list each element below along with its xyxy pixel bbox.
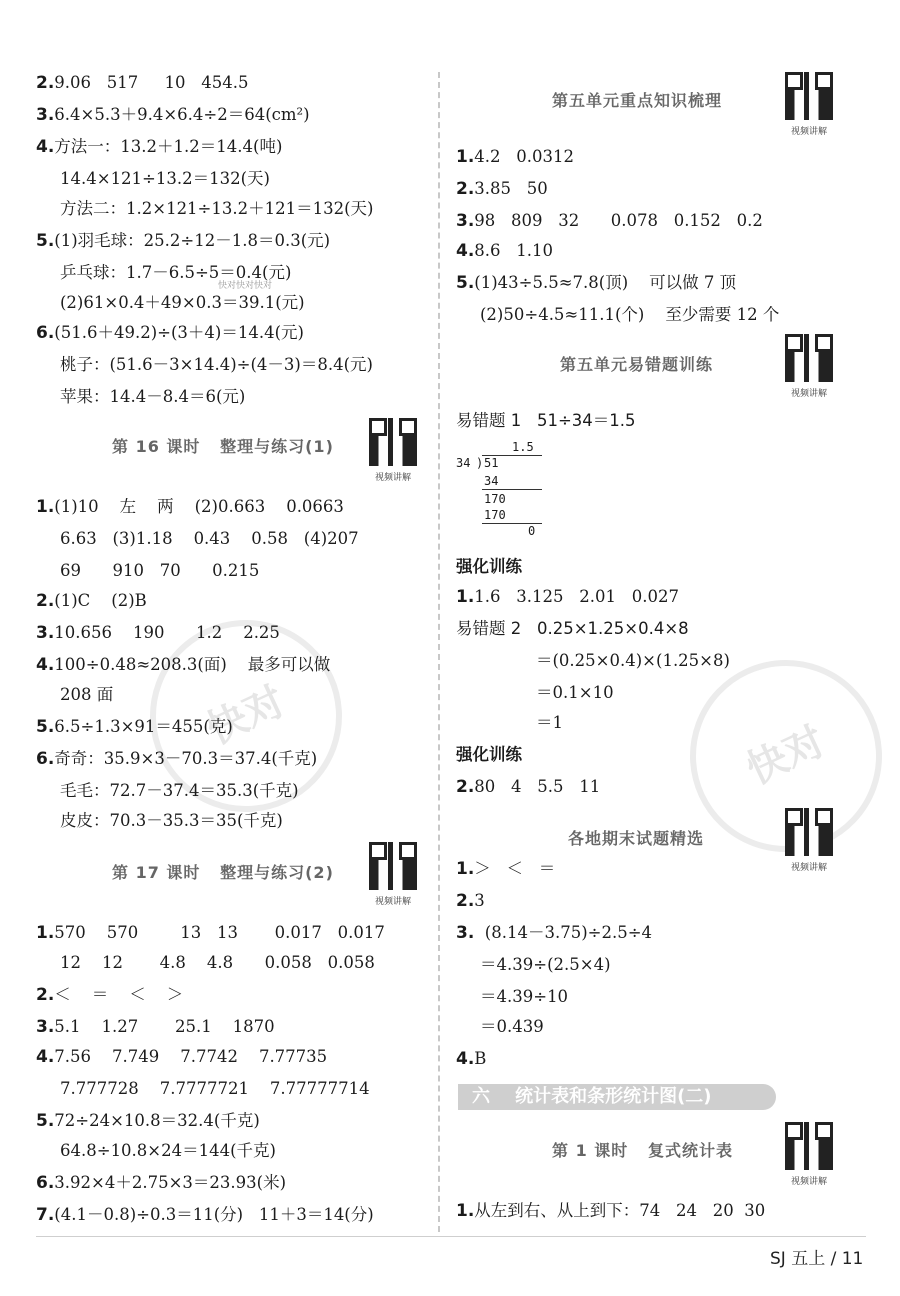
exam-answer-line <box>456 890 485 912</box>
left-answer-line <box>36 386 245 408</box>
question-number: 4. <box>36 137 55 157</box>
question-number: 2. <box>36 73 55 93</box>
unit5-review-line <box>456 240 553 262</box>
section-title-lesson1: 第 1 课时 复式统计表 <box>552 1141 733 1160</box>
qr-code-icon[interactable] <box>369 842 417 890</box>
answer-text: 12 12 4.8 4.8 0.058 0.058 <box>60 953 375 972</box>
answer-text: 乒乓球：1.7－6.5÷5＝0.4(元) <box>60 263 292 282</box>
question-number: 7. <box>36 1205 55 1225</box>
qr-label: 视频讲解 <box>790 863 827 873</box>
lesson16-answer-line <box>36 654 330 676</box>
qr-label: 视频讲解 <box>374 897 411 907</box>
answer-text: (4.1－0.8)÷0.3＝11(分) 11＋3＝14(分) <box>54 1205 374 1224</box>
lesson16-answer-line <box>36 496 344 518</box>
unit5-review-line <box>456 178 548 200</box>
question-number: 3. <box>456 923 475 943</box>
lesson16-answer-line <box>36 590 147 612</box>
left-answer-line <box>36 230 330 252</box>
qr-final-exam <box>782 808 836 876</box>
answer-text: (1)10 左 两 (2)0.663 0.0663 <box>54 497 344 516</box>
question-number: 2. <box>456 777 475 797</box>
division-rule <box>482 489 542 490</box>
answer-text: 98 809 32 0.078 0.152 0.2 <box>474 211 763 230</box>
unit6-banner <box>458 1084 776 1110</box>
question-number: 6. <box>36 1173 55 1193</box>
answer-text: 桃子：(51.6－3×14.4)÷(4－3)＝8.4(元) <box>60 355 373 374</box>
answer-text: ＞ ＜ ＝ <box>474 859 556 878</box>
lesson16-answer-line <box>36 622 280 644</box>
error-question-1: 易错题 1 51÷34＝1.5 <box>456 411 636 430</box>
lesson17-answer-line <box>36 952 375 974</box>
answer-text: 10.656 190 1.2 2.25 <box>54 623 280 642</box>
question-number: 2. <box>36 591 55 611</box>
lesson16-answer-line <box>36 748 317 770</box>
answer-text: 1.6 3.125 2.01 0.027 <box>474 587 679 606</box>
qr-lesson16 <box>366 418 420 486</box>
answer-text: 毛毛：72.7－37.4＝35.3(千克) <box>60 781 299 800</box>
answer-text: ＝0.439 <box>480 1017 544 1036</box>
answer-text: 570 570 13 13 0.017 0.017 <box>54 923 385 942</box>
lesson16-answer-line <box>36 810 283 832</box>
small-watermark: 快对快对快对 <box>218 281 273 291</box>
answer-text: 方法一：13.2＋1.2＝14.4(吨) <box>54 137 283 156</box>
unit5-review-line <box>456 304 779 326</box>
question-number: 3. <box>36 1017 55 1037</box>
unit5-review-line <box>456 146 574 168</box>
left-answer-line <box>36 262 291 284</box>
lesson16-answer-line <box>36 560 259 582</box>
answer-text: 皮皮：70.3－35.3＝35(千克) <box>60 811 283 830</box>
exam-answer-line <box>456 1016 544 1038</box>
answer-text: 奇奇：35.9×3－70.3＝37.4(千克) <box>54 749 318 768</box>
exam-answer-line <box>456 986 568 1008</box>
answer-text: 苹果：14.4－8.4＝6(元) <box>60 387 246 406</box>
lesson17-answer-line <box>36 984 183 1006</box>
reinforce-answer-line <box>456 586 679 608</box>
question-number: 3. <box>456 211 475 231</box>
question-number: 4. <box>456 241 475 261</box>
exam-answer-line <box>456 1048 486 1070</box>
exam-answer-line <box>456 954 611 976</box>
left-answer-line <box>36 168 270 190</box>
error-question-2: 易错题 2 0.25×1.25×0.4×8 <box>456 619 689 638</box>
answer-text: 5.1 1.27 25.1 1870 <box>54 1017 275 1036</box>
reinforce-heading: 强化训练 <box>456 745 522 764</box>
qr-label: 视频讲解 <box>374 473 411 483</box>
lesson17-answer-line <box>36 1078 370 1100</box>
lesson16-answer-line <box>36 528 359 550</box>
answer-text: 6.63 (3)1.18 0.43 0.58 (4)207 <box>60 529 359 548</box>
answer-text: 6.5÷1.3×91＝455(克) <box>54 717 233 736</box>
division-divisor: 34 <box>456 456 471 470</box>
question-number: 6. <box>36 323 55 343</box>
division-step: 170 <box>484 492 506 506</box>
qr-code-icon[interactable] <box>785 72 833 120</box>
answer-text: 64.8÷10.8×24＝144(千克) <box>60 1141 276 1160</box>
qr-code-icon[interactable] <box>785 334 833 382</box>
answer-text: 3.92×4＋2.75×3＝23.93(米) <box>54 1173 287 1192</box>
answer-text: (8.14－3.75)÷2.5÷4 <box>474 923 653 942</box>
division-bracket: ) <box>476 456 484 470</box>
answer-text: 72÷24×10.8＝32.4(千克) <box>54 1111 260 1130</box>
left-answer-line <box>36 104 310 126</box>
answer-text: 3.85 50 <box>474 179 548 198</box>
lesson17-answer-line <box>36 1016 275 1038</box>
left-answer-line <box>36 136 282 158</box>
question-number: 1. <box>456 1201 475 1221</box>
answer-text: 8.6 1.10 <box>474 241 554 260</box>
footer-rule <box>36 1236 866 1237</box>
answer-text: 69 910 70 0.215 <box>60 561 260 580</box>
question-number: 3. <box>36 623 55 643</box>
answer-text: (1)C (2)B <box>54 591 147 610</box>
exam-answer-line <box>456 858 555 880</box>
answer-text: 7.777728 7.7777721 7.77777714 <box>60 1079 370 1098</box>
page-number: SJ 五上 / 11 <box>770 1249 864 1269</box>
lesson16-answer-line <box>36 780 299 802</box>
lesson16-answer-line <box>36 716 233 738</box>
error2-step: ＝(0.25×0.4)×(1.25×8) <box>536 651 730 670</box>
reinforce-answer-line <box>456 776 600 798</box>
answer-text: 方法二：1.2×121÷13.2＋121＝132(天) <box>60 199 374 218</box>
qr-unit5-review <box>782 72 836 140</box>
qr-code-icon[interactable] <box>785 808 833 856</box>
question-number: 1. <box>456 587 475 607</box>
lesson17-answer-line <box>36 922 385 944</box>
division-quotient: 1.5 <box>512 440 534 454</box>
answer-text: 从左到右、从上到下：74 24 20 30 <box>474 1201 766 1220</box>
answer-text: (2)61×0.4＋49×0.3＝39.1(元) <box>60 293 305 312</box>
unit6-title: 六 统计表和条形统计图(二) <box>472 1086 712 1107</box>
answer-text: 7.56 7.749 7.7742 7.77735 <box>54 1047 328 1066</box>
error2-step: ＝0.1×10 <box>536 683 614 702</box>
reinforce-heading: 强化训练 <box>456 557 522 576</box>
lesson17-answer-line <box>36 1140 276 1162</box>
section-title-unit5-errors: 第五单元易错题训练 <box>560 355 714 374</box>
question-number: 4. <box>36 655 55 675</box>
question-number: 5. <box>36 231 55 251</box>
question-number: 6. <box>36 749 55 769</box>
lesson17-answer-line <box>36 1172 286 1194</box>
unit5-review-line <box>456 272 736 294</box>
question-number: 1. <box>456 147 475 167</box>
answer-text: (2)50÷4.5≈11.1(个) 至少需要 12 个 <box>480 305 780 324</box>
lesson17-answer-line <box>36 1110 260 1132</box>
qr-label: 视频讲解 <box>790 389 827 399</box>
answer-text: 3 <box>474 891 485 910</box>
left-answer-line <box>36 354 373 376</box>
section-title-final-exam: 各地期末试题精选 <box>568 829 705 848</box>
division-step: 34 <box>484 474 499 488</box>
question-number: 1. <box>456 859 475 879</box>
left-answer-line <box>36 292 305 314</box>
answer-text: 9.06 517 10 454.5 <box>54 73 249 92</box>
answer-text: ＝4.39÷(2.5×4) <box>480 955 611 974</box>
qr-label: 视频讲解 <box>790 127 827 137</box>
answer-text: ＝4.39÷10 <box>480 987 569 1006</box>
lesson1-answer-line <box>456 1200 765 1222</box>
section-title-lesson16: 第 16 课时 整理与练习(1) <box>112 437 334 456</box>
question-number: 2. <box>456 179 475 199</box>
left-answer-line <box>36 72 248 94</box>
left-answer-line <box>36 198 373 220</box>
qr-code-icon[interactable] <box>369 418 417 466</box>
left-answer-line <box>36 322 304 344</box>
qr-lesson17 <box>366 842 420 910</box>
division-step: 170 <box>484 508 506 522</box>
qr-label: 视频讲解 <box>790 1177 827 1187</box>
question-number: 1. <box>36 497 55 517</box>
answer-text: (1)羽毛球：25.2÷12－1.8＝0.3(元) <box>54 231 331 250</box>
answer-text: ＜ ＝ ＜ ＞ <box>54 985 184 1004</box>
lesson17-answer-line <box>36 1204 374 1226</box>
question-number: 5. <box>36 717 55 737</box>
question-number: 2. <box>456 891 475 911</box>
section-title-lesson17: 第 17 课时 整理与练习(2) <box>112 863 334 882</box>
question-number: 2. <box>36 985 55 1005</box>
qr-code-icon[interactable] <box>785 1122 833 1170</box>
section-title-unit5-review: 第五单元重点知识梳理 <box>552 91 723 110</box>
question-number: 3. <box>36 105 55 125</box>
question-number: 4. <box>456 1049 475 1069</box>
question-number: 1. <box>36 923 55 943</box>
answer-text: 208 面 <box>60 685 114 704</box>
answer-text: B <box>474 1049 487 1068</box>
division-dividend: 51 <box>484 456 499 470</box>
long-division <box>456 440 556 538</box>
lesson17-answer-line <box>36 1046 327 1068</box>
answer-text: (1)43÷5.5≈7.8(顶) 可以做 7 顶 <box>474 273 737 292</box>
answer-text: 4.2 0.0312 <box>474 147 575 166</box>
answer-text: (51.6＋49.2)÷(3＋4)＝14.4(元) <box>54 323 304 342</box>
answer-text: 6.4×5.3＋9.4×6.4÷2＝64(cm²) <box>54 105 310 124</box>
watermark-left: 快对 <box>118 588 373 843</box>
qr-unit5-errors <box>782 334 836 402</box>
column-divider <box>438 72 440 1232</box>
qr-lesson1 <box>782 1122 836 1190</box>
division-remainder: 0 <box>528 524 536 538</box>
question-number: 5. <box>36 1111 55 1131</box>
question-number: 5. <box>456 273 475 293</box>
answer-text: 80 4 5.5 11 <box>474 777 601 796</box>
answer-text: 14.4×121÷13.2＝132(天) <box>60 169 270 188</box>
error2-step: ＝1 <box>536 713 563 732</box>
watermark-right: 快对 <box>658 628 900 883</box>
unit5-review-line <box>456 210 763 232</box>
question-number: 4. <box>36 1047 55 1067</box>
exam-answer-line <box>456 922 652 944</box>
answer-text: 100÷0.48≈208.3(面) 最多可以做 <box>54 655 331 674</box>
lesson16-answer-line <box>36 684 113 706</box>
